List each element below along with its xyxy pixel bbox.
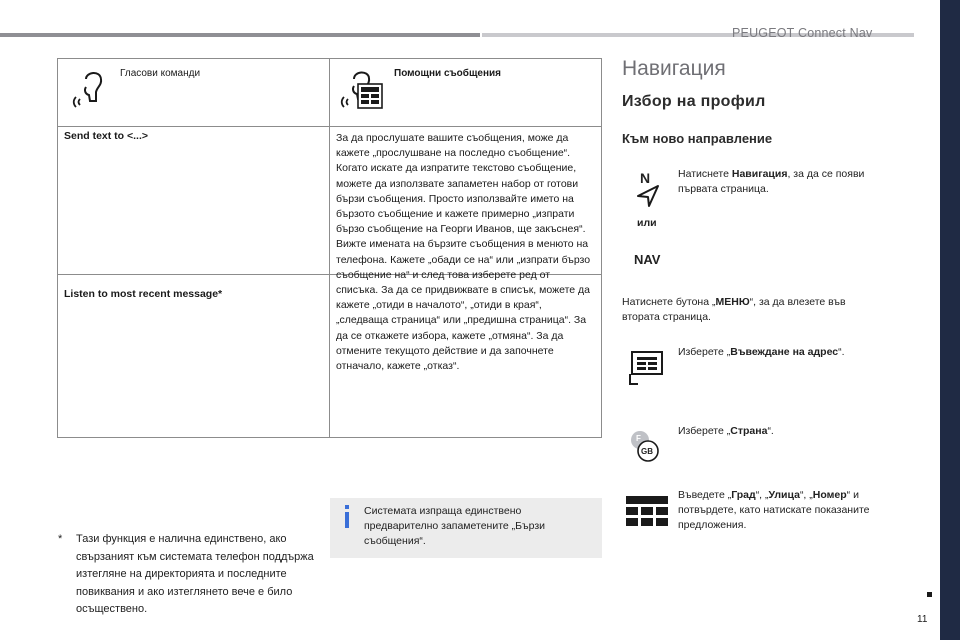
menu-term: МЕНЮ: [715, 296, 750, 308]
page-number: 11: [917, 614, 928, 625]
table-row-command: Listen to most recent message*: [64, 288, 223, 300]
step-select-country: Изберете „Страна“.: [678, 425, 774, 437]
keyboard-grid-icon: [626, 496, 668, 530]
table-column-divider: [329, 59, 330, 437]
footnote-marker: *: [58, 533, 63, 545]
table-row-command: Send text to <...>: [64, 130, 149, 142]
running-header: PEUGEOT Connect Nav: [732, 26, 873, 40]
badge-letters-gb: GB: [641, 447, 653, 456]
info-text: Системата изпраща единствено предварително запаметените „Бързи съобщения“.: [364, 505, 546, 547]
subsubsection-title: Към ново направление: [622, 131, 773, 146]
info-note: [330, 498, 602, 558]
navigation-term: Навигация: [731, 168, 788, 180]
chapter-side-band: [940, 0, 960, 640]
section-title: Навигация: [622, 57, 726, 80]
voice-speaking-icon: [70, 67, 110, 111]
country-term: Страна: [730, 425, 768, 437]
or-label: или: [637, 217, 657, 229]
header-rule-dark: [0, 33, 480, 37]
country-badge-icon: [626, 428, 666, 464]
subsection-title: Избор на профил: [622, 93, 766, 110]
help-messages-icon: [340, 67, 386, 113]
navigation-arrow-icon: [636, 184, 660, 208]
address-entry-term: Въвеждане на адрес: [730, 346, 839, 358]
info-icon: [344, 505, 348, 527]
step-enter-address: Въведете „Град“, „Улица“, „Номер“ и потвърдете, като натискате показаните предложения.: [678, 489, 870, 531]
step-press-navigation: Натиснете Навигация, за да се появи първата страница.: [678, 168, 865, 195]
address-entry-icon: [628, 348, 666, 386]
city-term: Град: [731, 489, 756, 501]
badge-letter-f: F: [636, 434, 641, 443]
column-header-voice-commands: Гласови команди: [120, 68, 201, 79]
nav-letter-n: N: [640, 170, 651, 186]
voice-commands-table: [57, 58, 602, 438]
step-select-address: Изберете „Въвеждане на адрес“.: [678, 346, 845, 358]
number-term: Номер: [812, 489, 847, 501]
table-header-divider: [58, 126, 601, 127]
page-marker: [927, 592, 932, 597]
footnote-text: Тази функция е налична единствено, ако свързаният към системата телефон поддържа изтегляне на директорията и последните повиквания и ако изтеглянето вече е било осъществено.: [76, 533, 314, 615]
footnote: [58, 531, 320, 619]
column-header-help-messages: Помощни съобщения: [394, 68, 501, 79]
table-help-description: За да прослушате вашите съобщения, може да кажете „прослушване на последно съобщение“. Когато искате да изпратите текстово съобщение, можете да използвате запаметен набор от готови бързи съобщения. Просто използвайте името на бързото съобщение и кажете примерно „изпрати бързо съобщение на Георги Иванов, ще закъснея“. Вижте имената на бързите съобщения в менюто на телефона. Кажете „обади се на“ или „изпрати бързо съобщение на“ и след това изберете ред от списъка. За да се придвижвате в списък, можете да кажете „отиди в началото“, „отиди в края“, „следваща страница“ или „предишна страница“. За да се откажете избора, кажете „отмяна“. За да отмените текущото действие и да започнете отначало, кажете „отказ“.: [336, 132, 591, 373]
nav-button-label: NAV: [634, 252, 661, 267]
street-term: Улица: [768, 489, 800, 501]
step-press-menu: Натиснете бутона „МЕНЮ“, за да влезете във втората страница.: [622, 296, 846, 323]
